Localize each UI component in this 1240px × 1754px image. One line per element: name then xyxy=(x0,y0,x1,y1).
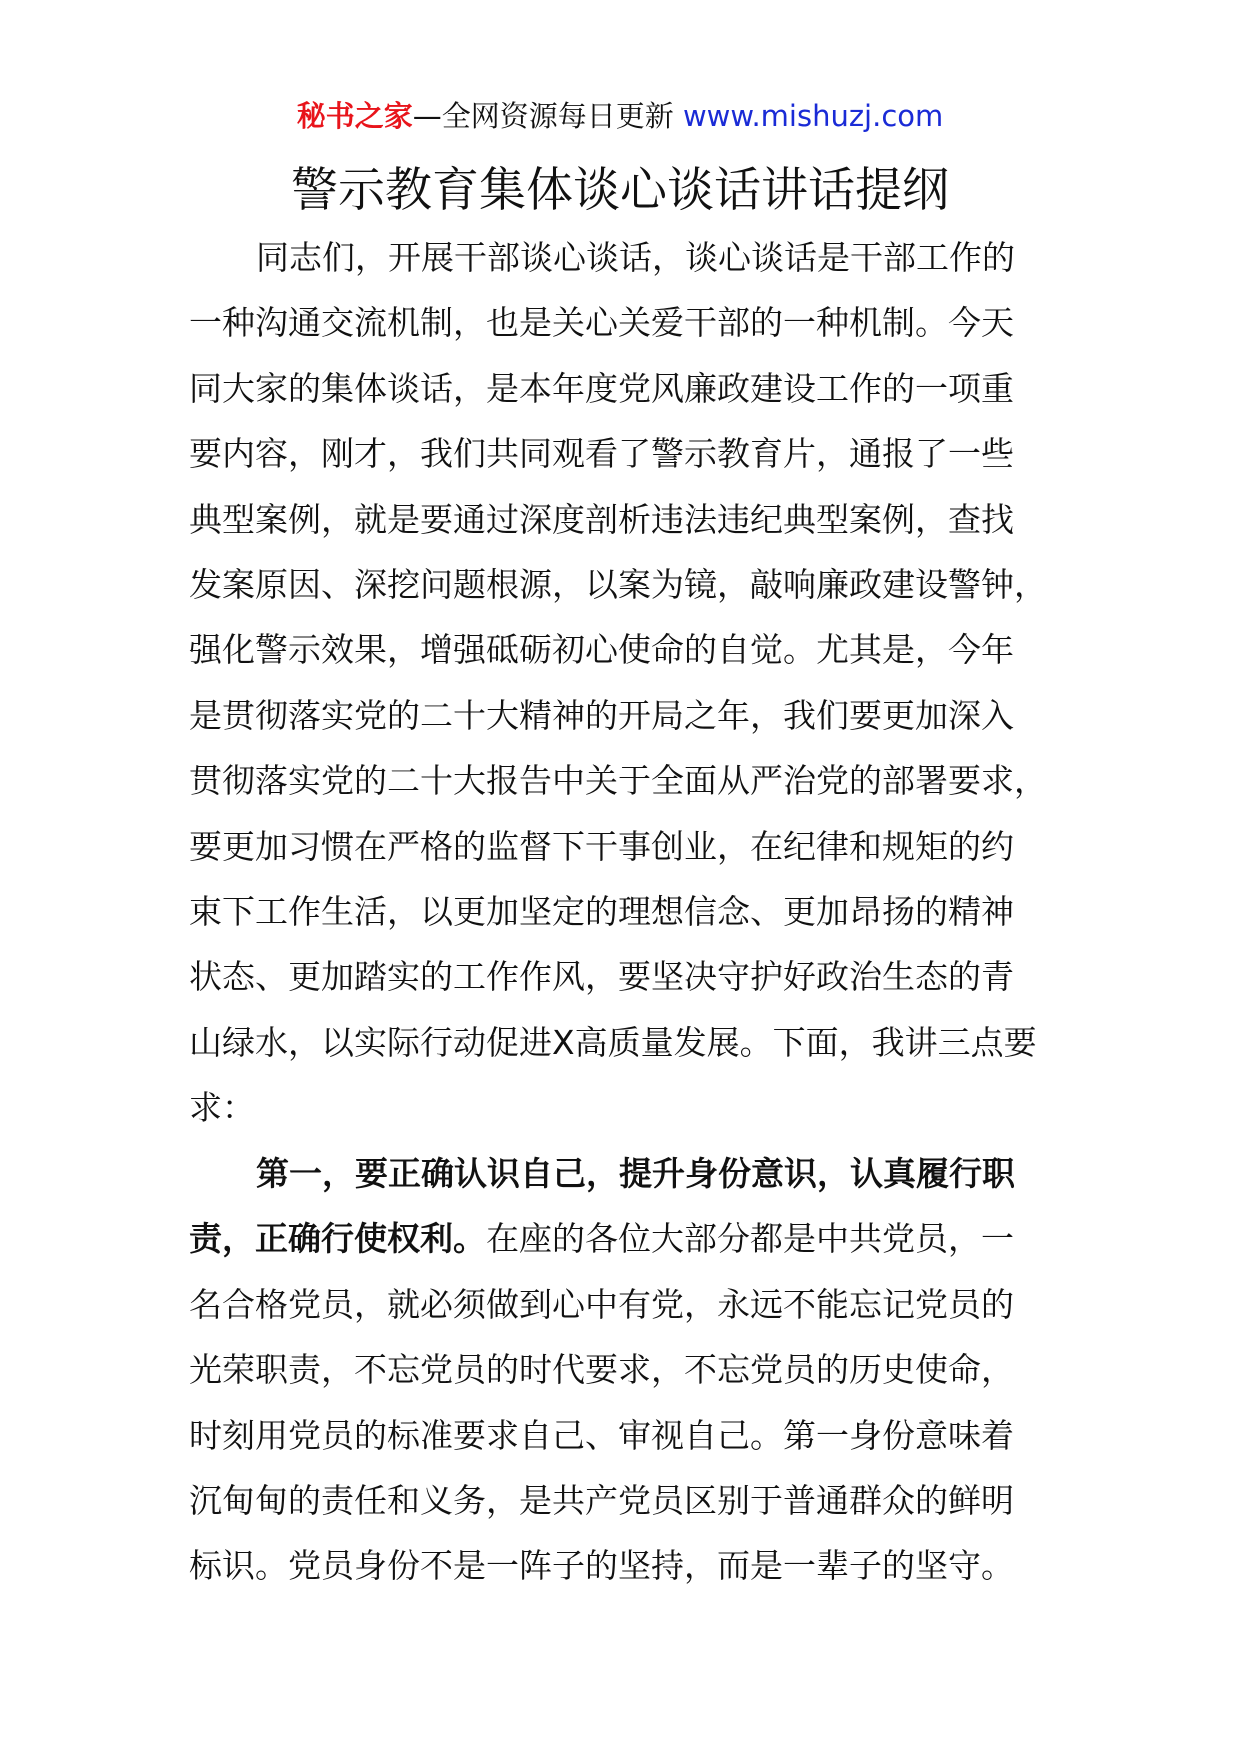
header-slogan: —全网资源每日更新 xyxy=(412,99,683,133)
paragraph-line: 一种沟通交流机制，也是关心关爱干部的一种机制。今天 xyxy=(189,303,1014,343)
paragraph-line: 名合格党员，就必须做到心中有党，永远不能忘记党员的 xyxy=(189,1284,1014,1324)
paragraph-line: 状态、更加踏实的工作作风，要坚决守护好政治生态的青 xyxy=(189,957,1014,997)
point-one-heading: 第一，要正确认识自己，提升身份意识，认真履行职 xyxy=(256,1154,1015,1193)
paragraph-line: 沉甸甸的责任和义务，是共产党员区别于普通群众的鲜明 xyxy=(189,1480,1014,1520)
paragraph-intro xyxy=(189,225,1069,1140)
paragraph-point-one xyxy=(189,1141,1069,1599)
site-url-link[interactable]: www.mishuzj.com xyxy=(682,99,944,133)
paragraph-line: 要内容，刚才，我们共同观看了警示教育片，通报了一些 xyxy=(189,434,1014,474)
paragraph-line: 时刻用党员的标准要求自己、审视自己。第一身份意味着 xyxy=(189,1415,1014,1455)
paragraph-line: 求： xyxy=(189,1088,255,1128)
paragraph-line xyxy=(189,1206,1069,1271)
paragraph-line: 束下工作生活，以更加坚定的理想信念、更加昂扬的精神 xyxy=(189,891,1014,931)
paragraph-line: 同大家的集体谈话，是本年度党风廉政建设工作的一项重 xyxy=(189,368,1014,408)
paragraph-line: 发案原因、深挖问题根源，以案为镜，敲响廉政建设警钟， xyxy=(189,564,1047,604)
paragraph-line: 强化警示效果，增强砥砺初心使命的自觉。尤其是，今年 xyxy=(189,630,1014,670)
paragraph-text: 在座的各位大部分都是中共党员，一 xyxy=(486,1219,1014,1259)
paragraph-line: 是贯彻落实党的二十大精神的开局之年，我们要更加深入 xyxy=(189,695,1014,735)
paragraph-line: 典型案例，就是要通过深度剖析违法违纪典型案例，查找 xyxy=(189,499,1014,539)
paragraph-line: 要更加习惯在严格的监督下干事创业，在纪律和规矩的约 xyxy=(189,826,1014,866)
document-title: 警示教育集体谈心谈话讲话提纲 xyxy=(291,163,949,218)
paragraph-line: 光荣职责，不忘党员的时代要求，不忘党员的历史使命， xyxy=(189,1350,1014,1390)
paragraph-line: 同志们，开展干部谈心谈话，谈心谈话是干部工作的 xyxy=(256,238,1015,277)
brand-name: 秘书之家 xyxy=(296,99,413,133)
paragraph-line: 贯彻落实党的二十大报告中关于全面从严治党的部署要求， xyxy=(189,761,1047,801)
site-header xyxy=(0,96,1240,136)
paragraph-line: 山绿水，以实际行动促进X高质量发展。下面，我讲三点要 xyxy=(189,1022,1037,1062)
paragraph-line: 标识。党员身份不是一阵子的坚持，而是一辈子的坚守。 xyxy=(189,1546,1014,1586)
point-one-heading-end: 责，正确行使权利。 xyxy=(189,1219,486,1259)
